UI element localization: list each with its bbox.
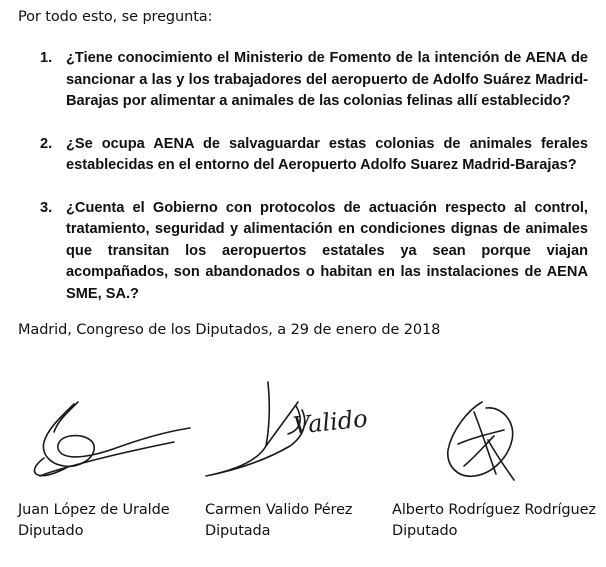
- signatory-role: Diputada: [205, 523, 271, 539]
- question-text: ¿Se ocupa AENA de salvaguardar estas colonias de animales ferales establecidas en el entorno del Aeropuerto Adolfo Suarez Madrid-Barajas?: [66, 135, 588, 173]
- question-item: [40, 198, 588, 306]
- question-item: [40, 48, 588, 113]
- dateline: Madrid, Congreso de los Diputados, a 29 de enero de 2018: [18, 322, 441, 338]
- signatory-name: Alberto Rodríguez Rodríguez: [392, 502, 596, 518]
- signatory-valido: [205, 500, 352, 542]
- question-number: 1.: [40, 50, 53, 66]
- signature-valido-text: Valido: [291, 404, 369, 440]
- signature-rodriguez: [438, 396, 524, 492]
- signatory-role: Diputado: [392, 523, 458, 539]
- signature-uralde: [14, 398, 204, 490]
- questions-list: [40, 48, 588, 305]
- signatory-rodriguez: [392, 500, 596, 542]
- signatory-uralde: [18, 500, 170, 542]
- question-text: ¿Cuenta el Gobierno con protocolos de actuación respecto al control, tratamiento, seguridad y alimentación en condiciones dignas de animales que transitan los aeropuertos estatales ya sean porque viajan acompañados, son abandonados o habitan en las instalaciones de AENA SME, SA.?: [66, 199, 588, 302]
- intro-text: Por todo esto, se pregunta:: [18, 9, 213, 25]
- question-number: 3.: [40, 199, 53, 216]
- signatory-name: Carmen Valido Pérez: [205, 502, 353, 518]
- question-text: ¿Tiene conocimiento el Ministerio de Fomento de la intención de AENA de sancionar a las y los trabajadores del aeropuerto de Adolfo Suárez Madrid-Barajas por alimentar a animales de las colonias felinas allí establecido?: [66, 50, 588, 109]
- signatory-name: Juan López de Uralde: [18, 502, 170, 518]
- signature-valido: [196, 376, 372, 488]
- question-item: [40, 134, 588, 177]
- question-number: 2.: [40, 135, 53, 152]
- signatory-role: Diputado: [18, 523, 84, 539]
